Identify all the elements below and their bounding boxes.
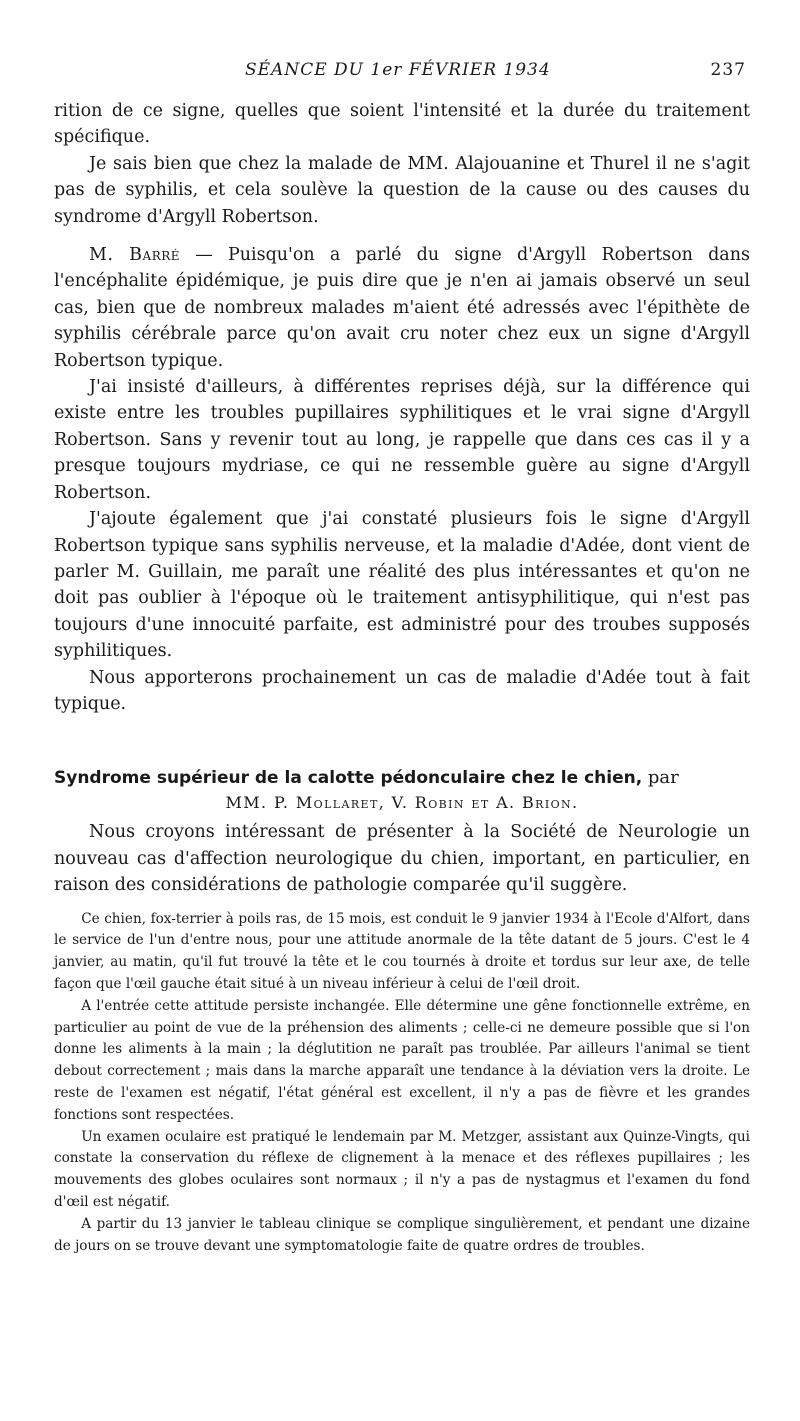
- section-par: par: [642, 767, 679, 789]
- speaker-name: M. Barré: [89, 245, 181, 266]
- page-body: [54, 98, 750, 1257]
- paragraph-alajouanine: Je sais bien que chez la malade de MM. Alajouanine et Thurel il ne s'agit pas de syphilis, et cela soulève la question de la cause ou des causes du syndrome d'Argyll Robertson.: [54, 153, 750, 227]
- running-header: [0, 60, 800, 84]
- paragraph-barre-3: J'ajoute également que j'ai constaté plusieurs fois le signe d'Argyll Robertson typique sans syphilis nerveuse, et la maladie d'Adée, dont vient de parler M. Guillain, me paraît une réalité des plus intéressantes et qu'on ne doit pas oublier à l'époque où le traitement antisyphilitique, qui n'est pas toujours d'une innocuité parfaite, est administré pour des troubes supposés syphilitiques.: [54, 509, 750, 662]
- section-heading: [54, 765, 750, 791]
- barre-intro-text: — Puisqu'on a parlé du signe d'Argyll Robertson dans l'encéphalite épidémique, je puis dire que je n'en ai jamais observé un seul cas, bien que de nombreux malades m'aient été adressés avec l'épithète de syphilis cérébrale parce qu'on avait cru noter chez eux un signe d'Argyll Robertson typique.: [54, 245, 750, 371]
- section-intro: Nous croyons intéressant de présenter à la Société de Neurologie un nouveau cas d'affection neurologique du chien, important, en particulier, en raison des considérations de pathologie comparée qu'il suggère.: [54, 822, 750, 896]
- paragraph-barre-4: Nous apporterons prochainement un cas de maladie d'Adée tout à fait typique.: [54, 667, 750, 714]
- section-authors: MM. P. Mollaret, V. Robin et A. Brion.: [225, 793, 579, 813]
- case-paragraph-3: Un examen oculaire est pratiqué le lendemain par M. Metzger, assistant aux Quinze-Vingts, qui constate la conservation du réflexe de clignement à la menace et des réflexes pupillaires ; les mouvements des globes oculaires sont normaux ; il n'y a pas de nystagmus et l'examen du fond d'œil est négatif.: [54, 1128, 750, 1210]
- paragraph-continuation: rition de ce signe, quelles que soient l'intensité et la durée du traitement spécifique.: [54, 101, 750, 148]
- section-title: Syndrome supérieur de la calotte pédonculaire chez le chien,: [54, 768, 643, 789]
- paragraph-barre-intro: [54, 242, 750, 374]
- page-number: 237: [710, 60, 746, 80]
- case-paragraph-1: Ce chien, fox-terrier à poils ras, de 15 mois, est conduit le 9 janvier 1934 à l'Ecole d'Alfort, dans le service de l'un d'entre nous, pour une attitude anormale de la tête datant de 5 jours. C'est le 4 janvier, au matin, qu'il fut trouvé la tête et le cou tournés à droite et tordus sur leur axe, de telle façon que l'œil gauche était situé à un niveau inférieur à celui de l'œil droit.: [54, 910, 750, 992]
- running-title: SÉANCE DU 1er FÉVRIER 1934: [245, 60, 551, 80]
- paragraph-barre-2: J'ai insisté d'ailleurs, à différentes reprises déjà, sur la différence qui existe entre les troubles pupillaires syphilitiques et le vrai signe d'Argyll Robertson. Sans y revenir tout au long, je rappelle que dans ces cas il y a presque toujours mydriase, ce qui ne ressemble guère au signe d'Argyll Robertson.: [54, 377, 750, 503]
- case-paragraph-4: A partir du 13 janvier le tableau clinique se complique singulièrement, et pendant une dizaine de jours on se trouve devant une symptomatologie faite de quatre ordres de troubles.: [54, 1215, 750, 1254]
- case-paragraph-2: A l'entrée cette attitude persiste inchangée. Elle détermine une gêne fonctionnelle extrême, en particulier au point de vue de la préhension des aliments ; celle-ci ne demeure possible que si l'on donne les aliments à la main ; la déglutition ne paraît pas troublée. Par ailleurs l'animal se tient debout correctement ; mais dans la marche apparaît une tendance à la déviation vers la droite. Le reste de l'examen est négatif, l'état général est excellent, il n'y a pas de fièvre et les grandes fonctions sont respectées.: [54, 997, 750, 1123]
